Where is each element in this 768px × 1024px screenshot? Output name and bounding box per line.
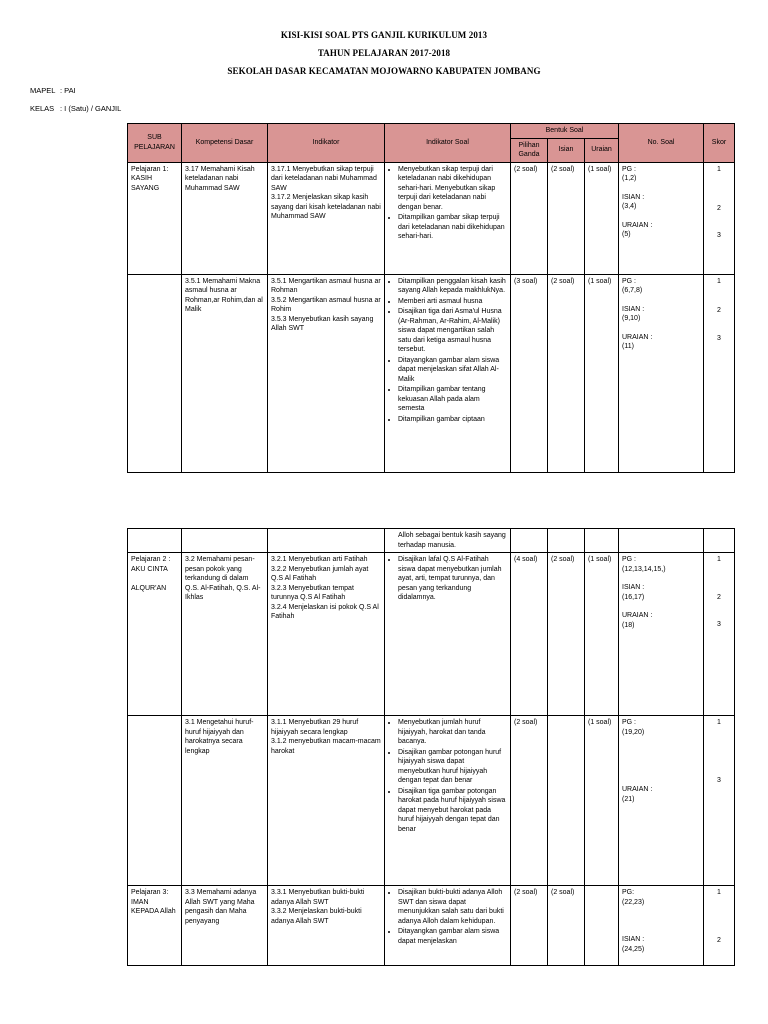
col-header-isian: Isian — [548, 138, 585, 162]
kd-cell: 3.17 Memahami Kisah keteladanan nabi Muhammad SAW — [182, 162, 268, 274]
table-row — [128, 162, 735, 274]
kisi-kisi-table-page-2 — [127, 528, 735, 966]
indikator-soal-item: • Menyebutkan jumlah huruf hijaiyyah, harokat dan tanda bacanya. — [398, 718, 507, 747]
sub-pelajaran-cell: Pelajaran 3: IMAN KEPADA Allah — [128, 886, 182, 966]
no-soal-value: (16,17) — [622, 593, 645, 601]
col-header-bentuk-soal: Bentuk Soal — [511, 124, 619, 139]
skor-value: 3 — [717, 621, 721, 628]
indikator-soal-item: • Ditampilkan gambar sikap terpuji dari keteladanan nabi dikehidupan sehari-hari. — [398, 213, 507, 242]
isian-count-cell: (2 soal) — [548, 553, 585, 716]
pg-count-cell: (3 soal) — [511, 274, 548, 472]
no-soal-value: (5) — [622, 231, 631, 238]
isian-count-cell: (2 soal) — [548, 274, 585, 472]
indikator-cell: 3.1.1 Menyebutkan 29 huruf hijaiyyah secara lengkap 3.1.2 menyebutkan macam-macam harokat — [268, 716, 385, 886]
no-soal-value: (6,7,8) — [622, 287, 643, 294]
sub-pelajaran-cell — [128, 553, 182, 716]
skor-value: 1 — [717, 719, 721, 726]
indikator-cell: 3.5.1 Mengartikan asmaul husna ar Rohman 3.5.2 Mengartikan asmaul husna ar Rohim 3.5.3 Menyebutkan kasih sayang Allah SWT — [268, 274, 385, 472]
no-soal-label: ISIAN : — [622, 936, 645, 943]
uraian-count-cell: (1 soal) — [585, 162, 619, 274]
no-soal-value: (18) — [622, 621, 635, 629]
sub-pelajaran-cell — [128, 716, 182, 886]
uraian-count-cell: (1 soal) — [585, 553, 619, 716]
indikator-soal-cell — [385, 716, 511, 886]
no-soal-value: (21) — [622, 795, 635, 803]
mapel-label: MAPEL — [30, 86, 56, 95]
no-soal-cell — [619, 716, 704, 886]
indikator-soal-item: • Disajikan lafal Q.S Al-Fatihah siswa dapat menyebutkan jumlah ayat, arti, tempat turunnya, dan pesan yang terkandung didalamnya. — [398, 555, 507, 603]
no-soal-cell — [619, 886, 704, 966]
sub-pelajaran-cell: Pelajaran 1: KASIH SAYANG — [128, 162, 182, 274]
no-soal-label: PG : — [622, 277, 637, 285]
col-header-kd: Kompetensi Dasar — [182, 124, 268, 163]
col-header-uraian: Uraian — [585, 138, 619, 162]
sub-pelajaran-cell — [128, 274, 182, 472]
no-soal-label: ISIAN : — [622, 193, 645, 201]
mapel-value: : PAI — [60, 86, 76, 95]
col-header-skor: Skor — [704, 124, 735, 163]
indikator-soal-item: • Menyebutkan sikap terpuji dari keteladanan nabi dikehidupan sehari-hari. Menyebutkan sikap terpuji dari keteladanan nabi dengan benar. — [398, 165, 507, 213]
indikator-soal-cell — [385, 274, 511, 472]
no-soal-label: URAIAN : — [622, 333, 653, 341]
uraian-count-cell — [585, 886, 619, 966]
sub-pelajaran-label-2: ALQUR'AN — [131, 585, 167, 592]
indikator-soal-item: • Disajikan tiga dari Asma'ul Husna (Ar-Rahman, Ar-Rahim, Al-Malik) siswa dapat mengartikan salah satu dari ketiga asmaul husna tersebut. — [398, 307, 507, 355]
no-soal-label: URAIAN : — [622, 612, 653, 619]
isian-count-cell: (2 soal) — [548, 886, 585, 966]
col-header-no-soal: No. Soal — [619, 124, 704, 163]
pg-count-cell: (2 soal) — [511, 162, 548, 274]
indikator-cell: 3.2.1 Menyebutkan arti Fatihah 3.2.2 Menyebutkan jumlah ayat Q.S Al Fatihah 3.2.3 Menyebutkan tempat turunnya Q.S Al Fatihah 3.2.4 Menjelaskan isi pokok Q.S Al Fatihah — [268, 553, 385, 716]
no-soal-value: (1,2) — [622, 175, 637, 182]
skor-cell — [704, 274, 735, 472]
no-soal-label: ISIAN : — [622, 305, 645, 313]
sub-pelajaran-label: Pelajaran 2 : AKU CINTA — [131, 556, 171, 573]
skor-value: 1 — [717, 277, 721, 285]
no-soal-value: (3,4) — [622, 203, 637, 210]
skor-cell — [704, 553, 735, 716]
skor-value: 1 — [717, 556, 721, 563]
no-soal-value: (19,20) — [622, 728, 645, 736]
kd-cell: 3.5.1 Memahami Makna asmaul husna ar Rohman,ar Rohim,dan al Malik — [182, 274, 268, 472]
skor-value: 1 — [717, 889, 721, 896]
table-row — [128, 886, 735, 966]
mapel-line — [30, 86, 76, 95]
skor-value: 2 — [717, 936, 721, 944]
document-title: KISI-KISI SOAL PTS GANJIL KURIKULUM 2013 — [280, 30, 488, 40]
indikator-soal-cell — [385, 886, 511, 966]
isian-count-cell — [548, 716, 585, 886]
pg-count-cell: (2 soal) — [511, 886, 548, 966]
col-header-indikator: Indikator — [268, 124, 385, 163]
indikator-soal-item: • Memberi arti asmaul husna — [398, 297, 507, 307]
no-soal-label: URAIAN : — [622, 786, 653, 793]
no-soal-label: PG : — [622, 556, 637, 563]
indikator-soal-item: • Disajikan gambar potongan huruf hijaiyyah siswa dapat menyebutkan huruf hijaiyyah dengan tepat dan benar — [398, 748, 507, 786]
indikator-cell: 3.17.1 Menyebutkan sikap terpuji dari keteladanan nabi Muhammad SAW 3.17.2 Menjelaskan sikap kasih sayang dari kisah keteladanan nabi Muhammad SAW — [268, 162, 385, 274]
no-soal-value: (12,13,14,15,) — [622, 565, 666, 573]
no-soal-value: (22,23) — [622, 898, 645, 906]
no-soal-label: PG : — [622, 165, 637, 173]
uraian-count-cell: (1 soal) — [585, 274, 619, 472]
no-soal-value: (24,25) — [622, 945, 645, 953]
kd-cell: 3.1 Mengetahui huruf-huruf hijaiyyah dan harokatnya secara lengkap — [182, 716, 268, 886]
kelas-value: : I (Satu) / GANJIL — [60, 104, 122, 113]
skor-value: 3 — [717, 776, 721, 784]
skor-value: 1 — [717, 165, 721, 173]
no-soal-label: PG: — [622, 889, 635, 896]
no-soal-label: URAIAN : — [622, 221, 653, 229]
col-header-indikator-soal: Indikator Soal — [385, 124, 511, 163]
no-soal-cell — [619, 553, 704, 716]
table-row — [128, 553, 735, 716]
table-row — [128, 716, 735, 886]
no-soal-cell — [619, 274, 704, 472]
no-soal-label: ISIAN : — [622, 584, 645, 591]
pg-count-cell: (2 soal) — [511, 716, 548, 886]
kelas-label: KELAS — [30, 104, 55, 113]
indikator-cell: 3.3.1 Menyebutkan bukti-bukti adanya Allah SWT 3.3.2 Menjelaskan bukti-bukti adanya Allah SWT — [268, 886, 385, 966]
no-soal-value: (11) — [622, 343, 634, 350]
kd-cell: 3.2 Memahami pesan-pesan pokok yang terkandung di dalam Q.S. Al-Fatihah, Q.S. Al-Ikhlas — [182, 553, 268, 716]
skor-cell — [704, 162, 735, 274]
skor-cell — [704, 886, 735, 966]
indikator-soal-item: • Ditampilkan gambar ciptaan — [398, 415, 507, 425]
indikator-soal-cell: Alloh sebagai bentuk kasih sayang terhadap manusia. — [385, 529, 511, 553]
pg-count-cell: (4 soal) — [511, 553, 548, 716]
skor-value: 3 — [717, 334, 721, 342]
col-header-sub: SUB PELAJARAN — [128, 124, 182, 163]
indikator-soal-item: • Disajikan tiga gambar potongan harokat pada huruf hijaiyyah siswa dapat menyebut harokat pada huruf hijaiyyah dengan tepat dan benar — [398, 787, 507, 835]
skor-value: 3 — [717, 231, 721, 239]
kd-cell: 3.3 Memahami adanya Allah SWT yang Maha pengasih dan Maha penyayang — [182, 886, 268, 966]
uraian-count-cell: (1 soal) — [585, 716, 619, 886]
indikator-soal-item: • Ditayangkan gambar alam siswa dapat menjelaskan sifat Allah Al-Malik — [398, 356, 507, 385]
kelas-line — [30, 104, 121, 113]
indikator-soal-item: • Ditampilkan gambar tentang kekuasan Allah pada alam semesta — [398, 385, 507, 414]
no-soal-label: PG : — [622, 719, 637, 726]
table-row — [128, 274, 735, 472]
no-soal-value: (9,10) — [622, 315, 641, 322]
indikator-soal-item: • Ditayangkan gambar alam siswa dapat menjelaskan — [398, 927, 507, 946]
skor-value: 2 — [717, 593, 721, 601]
skor-cell — [704, 716, 735, 886]
indikator-soal-cell — [385, 162, 511, 274]
indikator-soal-cell — [385, 553, 511, 716]
document-year: TAHUN PELAJARAN 2017-2018 — [317, 48, 451, 58]
no-soal-cell — [619, 162, 704, 274]
indikator-soal-item: • Disajikan bukti-bukti adanya Alloh SWT dan siswa dapat menunjukkan salah satu dari bukti adanya Alloh dalam kehidupan. — [398, 888, 507, 926]
skor-value: 2 — [717, 307, 721, 314]
kisi-kisi-table-page-1 — [127, 123, 735, 473]
table-row — [128, 529, 735, 553]
skor-value: 2 — [717, 205, 721, 212]
isian-count-cell: (2 soal) — [548, 162, 585, 274]
document-school: SEKOLAH DASAR KECAMATAN MOJOWARNO KABUPATEN JOMBANG — [227, 66, 541, 76]
indikator-soal-item: • Ditampilkan penggalan kisah kasih sayang Allah kepada makhlukNya. — [398, 277, 507, 296]
col-header-pg: Pilihan Ganda — [511, 138, 548, 162]
